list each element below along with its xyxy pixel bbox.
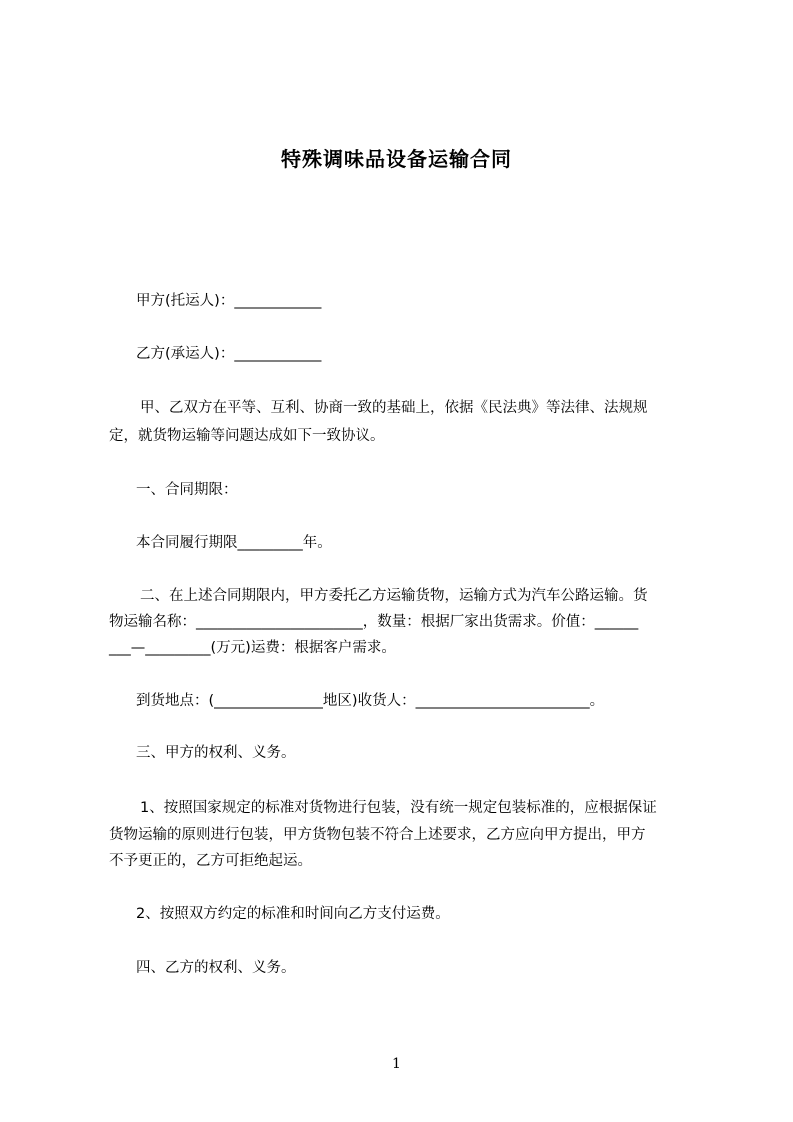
section-2-line-1: 二、在上述合同期限内，甲方委托乙方运输货物，运输方式为汽车公路运输。货: [140, 588, 648, 604]
preamble-line-2: 定，就货物运输等问题达成如下一致协议。: [109, 428, 385, 444]
party-a-line: 甲方(托运人)：____________: [136, 293, 322, 309]
clause-3-1-line-3: 不予更正的，乙方可拒绝起运。: [109, 853, 312, 869]
destination-line: 到货地点：(_______________地区)收货人：________________________。: [136, 693, 605, 709]
term-line: 本合同履行期限_________年。: [136, 535, 332, 551]
party-b-line: 乙方(承运人)：____________: [136, 346, 322, 362]
page-number: 1: [392, 1056, 401, 1072]
clause-3-1-line-1: 1、按照国家规定的标准对货物进行包装，没有统一规定包装标准的，应根据保证: [140, 800, 657, 816]
preamble-line-1: 甲、乙双方在平等、互利、协商一致的基础上，依据《民法典》等法律、法规规: [140, 400, 648, 416]
clause-3-2: 2、按照双方约定的标准和时间向乙方支付运费。: [136, 906, 450, 922]
section-1-heading: 一、合同期限：: [136, 482, 238, 498]
section-4-heading: 四、乙方的权利、义务。: [136, 960, 296, 976]
section-3-heading: 三、甲方的权利、义务。: [136, 745, 296, 761]
section-2-line-2: 物运输名称：_______________________，数量：根据厂家出货需求。价值：______: [109, 614, 639, 630]
document-title: 特殊调味品设备运输合同: [281, 147, 512, 171]
clause-3-1-line-2: 货物运输的原则进行包装，甲方货物包装不符合上述要求，乙方应向甲方提出，甲方: [109, 827, 646, 843]
section-2-line-3: ___—_________(万元)运费：根据客户需求。: [109, 640, 396, 656]
